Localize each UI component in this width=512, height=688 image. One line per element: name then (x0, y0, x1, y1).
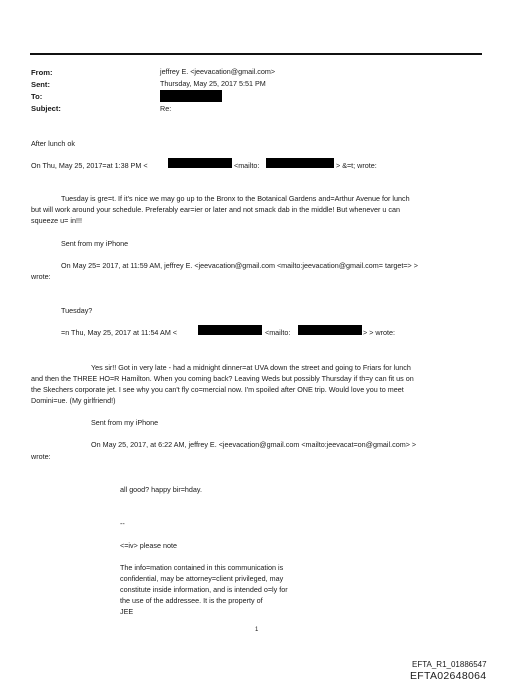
body-line-after-lunch: After lunch ok (31, 139, 75, 148)
to-label: To: (31, 92, 43, 101)
sent-value: Thursday, May 25, 2017 5:51 PM (160, 79, 266, 88)
header-rule (30, 53, 482, 55)
confidential-line3: constitute inside information, and is intended o=ly for (120, 585, 288, 594)
quote1-prefix: On Thu, May 25, 2017=at 1:38 PM < (31, 161, 148, 170)
quote2-line1: On May 25= 2017, at 11:59 AM, jeffrey E. <jeevacation@gmail.com <mailto:jeevacation@gmail.com= target=> > (61, 261, 418, 270)
quote4-line1: On May 25, 2017, at 6:22 AM, jeffrey E. <jeevacation@gmail.com <mailto:jeevacat=on@gmail.com> > (91, 440, 417, 449)
para2-line4: Domini=ue. (My girlfriend!) (31, 396, 116, 405)
confidential-line4: the use of the addressee. It is the property of (120, 596, 263, 605)
sent-from-iphone-1: Sent from my iPhone (61, 239, 129, 248)
confidential-line5: JEE (120, 607, 134, 616)
from-value: jeffrey E. <jeevacation@gmail.com> (160, 67, 276, 76)
sent-label: Sent: (31, 80, 50, 89)
quote3-suffix: > > wrote: (363, 328, 395, 337)
para2-line1: Yes sir!! Got in very late - had a midnight dinner=at UVA down the street and going to Friars for lunch (91, 363, 411, 372)
quote1-suffix: > &=t; wrote: (336, 161, 377, 170)
redaction-quote1-name (168, 158, 232, 168)
subject-label: Subject: (31, 104, 61, 113)
all-good-line: all good? happy bir=hday. (120, 485, 202, 494)
redaction-quote3-email (298, 325, 362, 335)
confidential-line2: confidential, may be attorney=client privileged, may (120, 574, 284, 583)
redaction-quote3-name (198, 325, 262, 335)
para1-line2: but will work around your schedule. Preferably ear=ier or later and not smack dab in the middle! But whenever u can (31, 205, 400, 214)
redaction-quote1-email (266, 158, 334, 168)
para2-line2: and then the THREE HO=R Hamilton. When you coming back? Leaving Weds but possibly Thursday if th=y can fit us on (31, 374, 414, 383)
para2-line3: the Skechers corporate jet. I see why you can't fly co=mercial now. I'm spoiled after ONE trip. Would love you to meet (31, 385, 404, 394)
page-number: 1 (255, 627, 259, 633)
footer-id-2: EFTA02648064 (410, 670, 487, 682)
signature-dashes: -- (120, 519, 125, 528)
para1-line1: Tuesday is gre=t. If it's nice we may go up to the Bronx to the Botanical Gardens and=Arthur Avenue for lunch (61, 194, 410, 203)
para1-line3: squeeze u= in!!! (31, 216, 82, 225)
confidential-line1: The info=mation contained in this communication is (120, 563, 284, 572)
please-note-line: <=iv> please note (120, 541, 177, 550)
subject-value: Re: (160, 104, 172, 113)
redaction-to (160, 90, 222, 102)
quote3-mailto: <mailto: (265, 328, 291, 337)
from-label: From: (31, 68, 53, 77)
quote1-mailto: <mailto: (234, 161, 260, 170)
quote4-wrote: wrote: (31, 452, 51, 461)
sent-from-iphone-2: Sent from my iPhone (91, 418, 159, 427)
quote3-prefix: =n Thu, May 25, 2017 at 11:54 AM < (61, 328, 178, 337)
footer-id-1: EFTA_R1_01886547 (412, 660, 487, 669)
tuesday-line: Tuesday? (61, 306, 93, 315)
quote2-wrote: wrote: (31, 272, 51, 281)
